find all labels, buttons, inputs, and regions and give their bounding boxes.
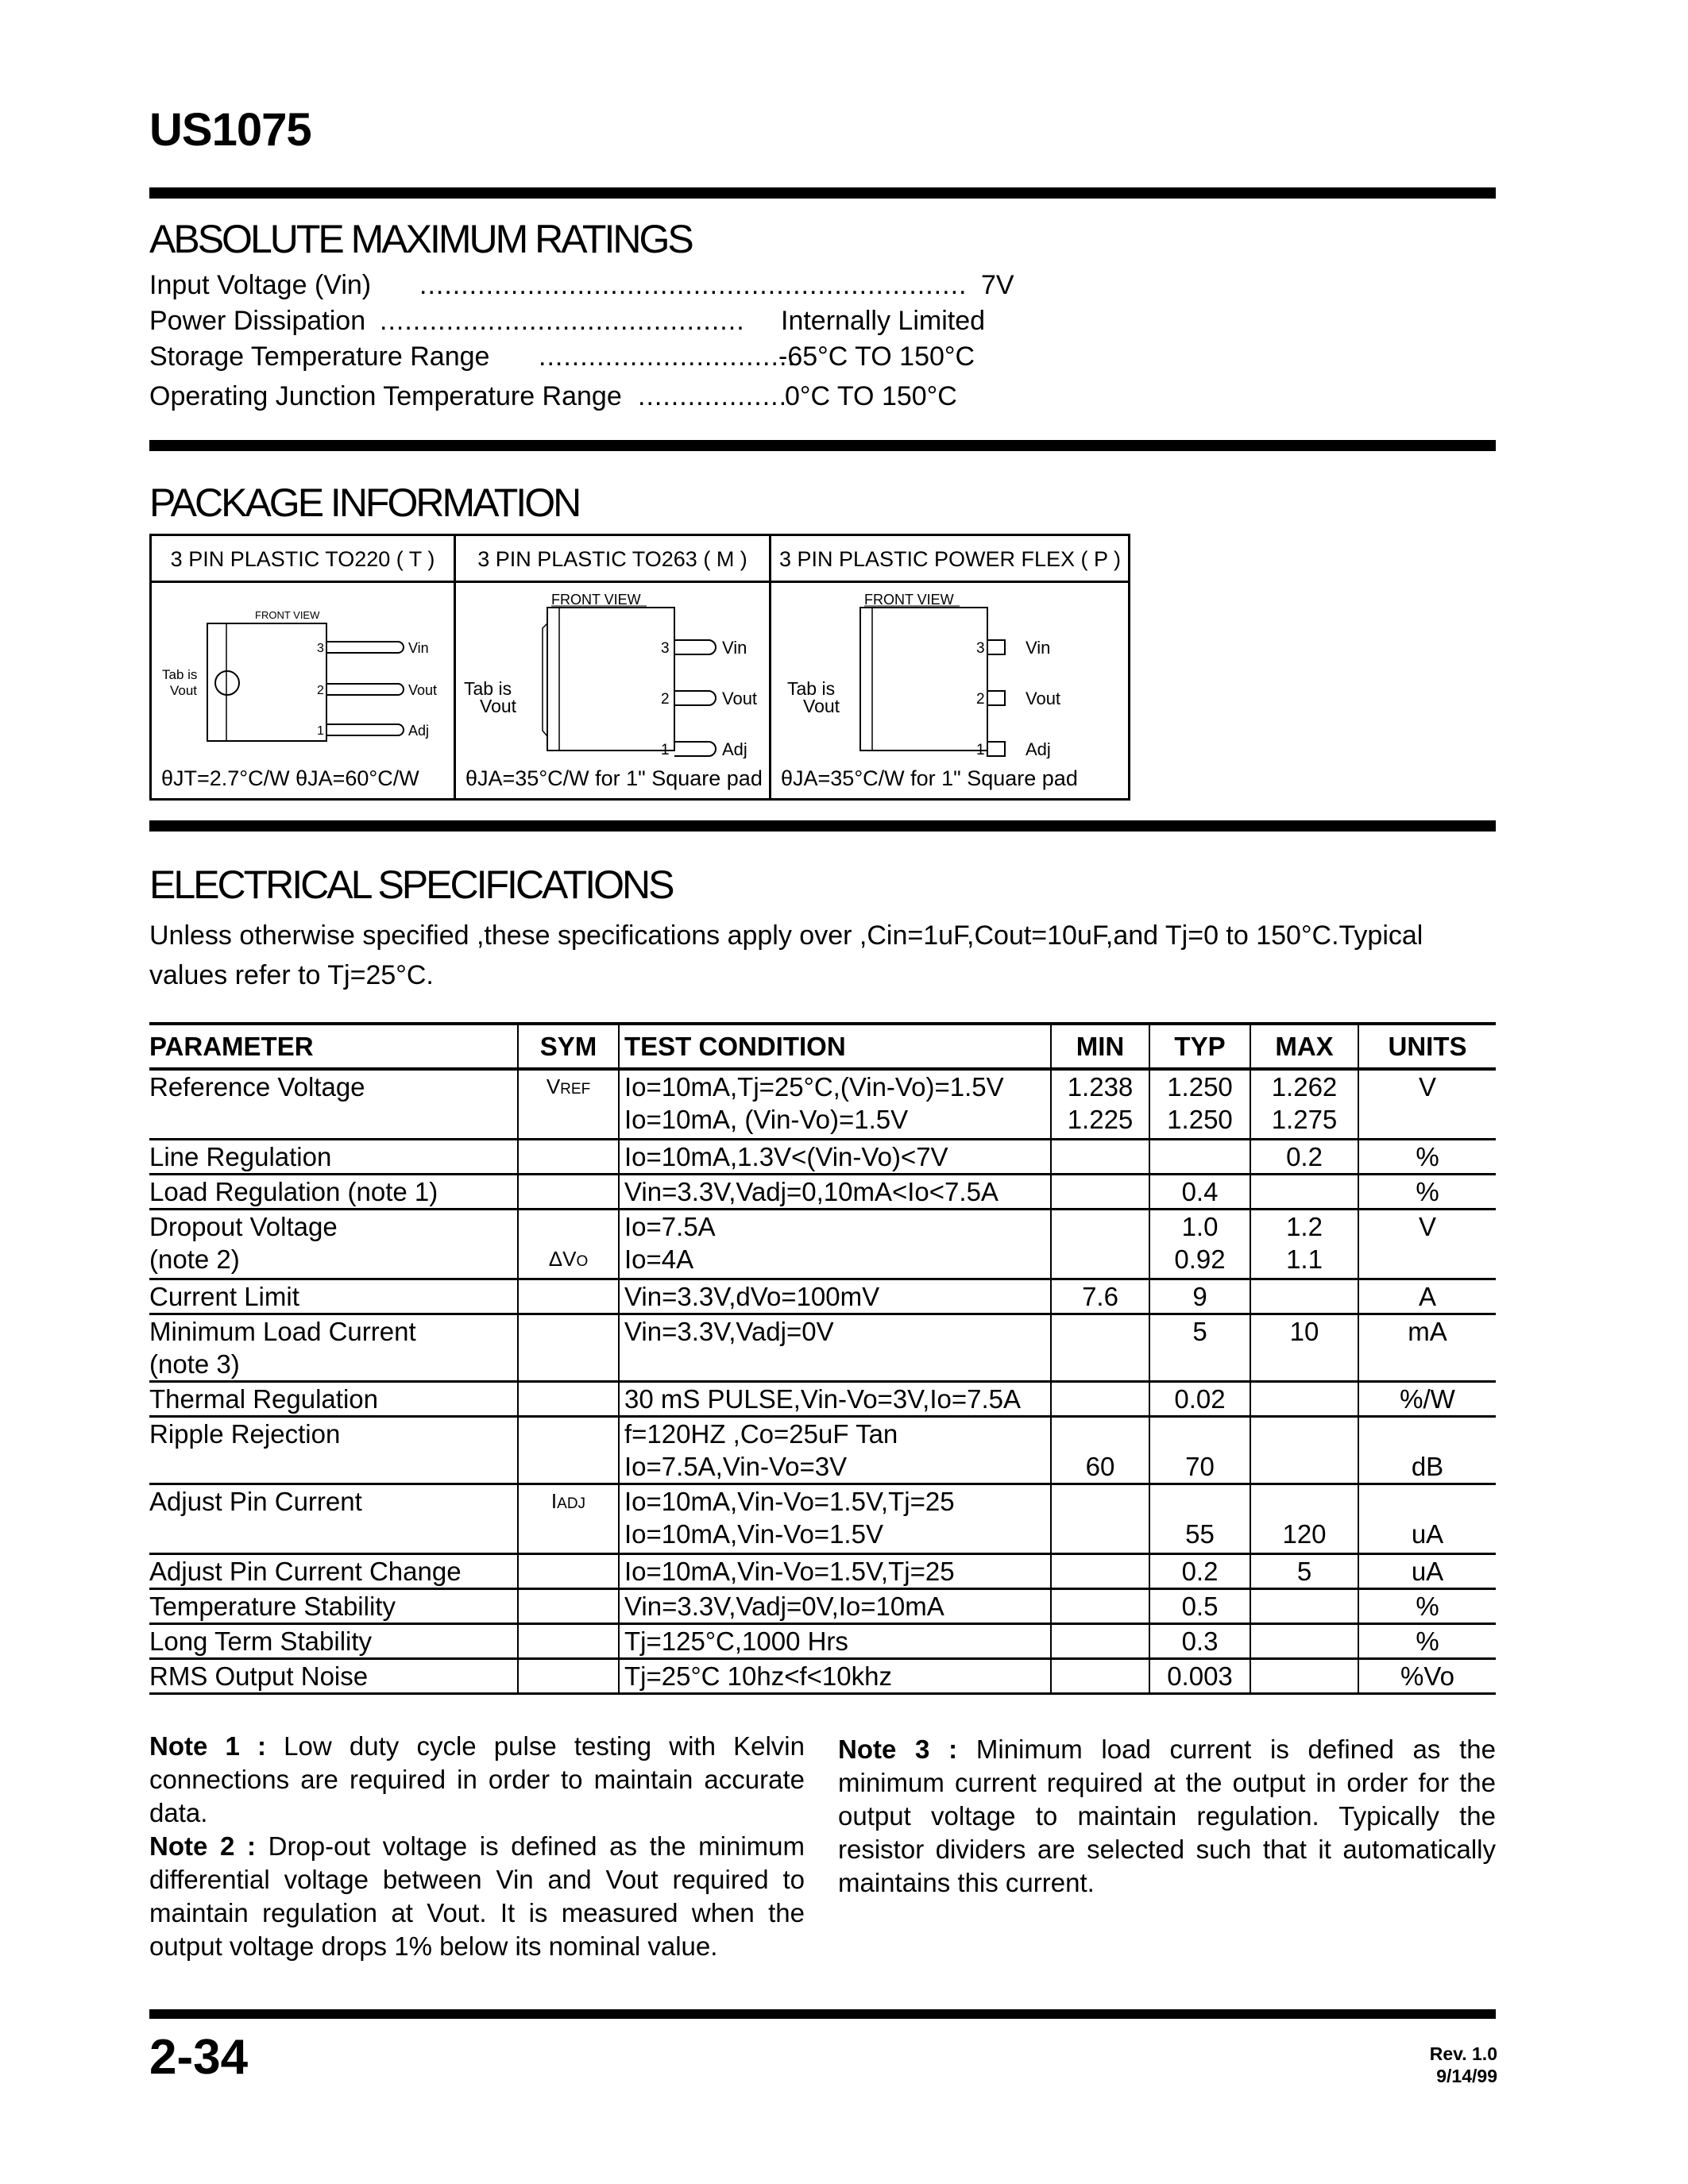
condition-cell: Vin=3.3V,Vadj=0,10mA<Io<7.5A	[619, 1175, 1051, 1210]
min-cell	[1051, 1589, 1149, 1624]
symbol-cell	[518, 1554, 619, 1589]
param-cell: Temperature Stability	[149, 1589, 518, 1624]
front-view-label: FRONT VIEW	[255, 609, 320, 621]
rating-row	[149, 381, 1103, 413]
pin-lead	[674, 640, 716, 654]
page-number: 2-34	[149, 2030, 249, 2085]
typ-cell: 70	[1149, 1417, 1250, 1484]
pin-number: 3	[317, 642, 324, 655]
pin-name: Vin	[722, 638, 747, 658]
note-text: Low duty cycle pulse testing with Kelvin connections are required in order to maintain accurate data.	[149, 1731, 805, 1827]
column-header: UNITS	[1358, 1024, 1496, 1069]
rating-leader-dots: ............................................	[380, 306, 745, 336]
typ-cell: 0.3	[1149, 1624, 1250, 1659]
pin-lead	[674, 691, 716, 705]
column-header: TYP	[1149, 1024, 1250, 1069]
param-cell: RMS Output Noise	[149, 1659, 518, 1694]
note-text: Drop-out voltage is defined as the minimum differential voltage between Vin and Vout required to maintain regulation at Vout. It is measured when the output voltage drops 1% below its nominal value.	[149, 1831, 805, 1961]
divider	[149, 2009, 1496, 2019]
condition-cell: Io=10mA,Tj=25°C,(Vin-Vo)=1.5V Io=10mA, (Vin-Vo)=1.5V	[619, 1069, 1051, 1140]
front-view-label: FRONT VIEW	[551, 592, 641, 608]
max-cell: 120	[1250, 1484, 1358, 1554]
min-cell	[1051, 1554, 1149, 1589]
param-cell: Adjust Pin Current	[149, 1484, 518, 1554]
max-cell: 10	[1250, 1314, 1358, 1382]
pin-name: Vout	[408, 682, 438, 698]
param-cell: Long Term Stability	[149, 1624, 518, 1659]
rating-label: Power Dissipation	[149, 306, 366, 336]
typ-cell: 0.003	[1149, 1659, 1250, 1694]
condition-cell: Vin=3.3V,Vadj=0V,Io=10mA	[619, 1589, 1051, 1624]
param-cell: Current Limit	[149, 1279, 518, 1314]
symbol-cell	[518, 1659, 619, 1694]
table-row	[149, 1210, 1496, 1279]
note-label: Note 2 :	[149, 1831, 256, 1861]
units-cell: dB	[1358, 1417, 1496, 1484]
max-cell	[1250, 1417, 1358, 1484]
package-body	[547, 608, 674, 751]
notes-left	[149, 1730, 805, 1963]
electrical-spec-table	[149, 1022, 1496, 1695]
pin-name: Vout	[722, 689, 758, 708]
param-cell: Thermal Regulation	[149, 1382, 518, 1417]
table-row	[149, 1175, 1496, 1210]
table-row	[149, 1417, 1496, 1484]
column-header: SYM	[518, 1024, 619, 1069]
rating-value: 0°C TO 150°C	[785, 381, 957, 411]
electrical-title: ELECTRICAL SPECIFICATIONS	[149, 862, 673, 907]
units-cell: uA	[1358, 1554, 1496, 1589]
pin-number: 1	[317, 724, 324, 738]
table-row	[149, 1069, 1496, 1140]
typ-cell	[1149, 1140, 1250, 1175]
condition-cell: Io=10mA,Vin-Vo=1.5V,Tj=25 Io=10mA,Vin-Vo=1.5V	[619, 1484, 1051, 1554]
pin-number: 2	[317, 684, 324, 697]
min-cell: 7.6	[1051, 1279, 1149, 1314]
condition-cell: f=120HZ ,Co=25uF Tan Io=7.5A,Vin-Vo=3V	[619, 1417, 1051, 1484]
rating-value: -65°C TO 150°C	[778, 341, 975, 372]
part-number-title: US1075	[149, 104, 311, 156]
divider	[149, 820, 1496, 832]
symbol-cell	[518, 1175, 619, 1210]
pin-name: Vin	[1026, 638, 1051, 658]
package-title: PACKAGE INFORMATION	[149, 480, 580, 525]
tab-label: Tab is	[162, 667, 198, 682]
condition-cell: Io=10mA,1.3V<(Vin-Vo)<7V	[619, 1140, 1051, 1175]
note-label: Note 1 :	[149, 1731, 267, 1761]
note-label: Note 3 :	[838, 1734, 958, 1764]
pin-lead	[674, 742, 716, 756]
intro-line: Unless otherwise specified ,these specifications apply over ,Cin=1uF,Cout=10uF,and Tj=0 to 150°C.Typical	[149, 920, 1423, 951]
symbol-cell	[518, 1140, 619, 1175]
tab-label: Vout	[480, 696, 517, 716]
rating-leader-dots: ..................................................................	[419, 270, 968, 300]
param-cell: Adjust Pin Current Change	[149, 1554, 518, 1589]
package-diagram	[152, 584, 454, 758]
rating-row	[149, 270, 1103, 302]
min-cell	[1051, 1140, 1149, 1175]
max-cell: 0.2	[1250, 1140, 1358, 1175]
package-thermal: θJA=35°C/W for 1" Square pad	[465, 766, 763, 790]
max-cell	[1250, 1624, 1358, 1659]
typ-cell: 5	[1149, 1314, 1250, 1382]
divider	[149, 187, 1496, 199]
tab-label: Vout	[803, 696, 840, 716]
tab-label: Vout	[170, 683, 198, 698]
symbol-cell	[518, 1314, 619, 1382]
typ-cell: 1.250 1.250	[1149, 1069, 1250, 1140]
rating-leader-dots: ...............................	[539, 341, 796, 372]
pin-lead	[326, 684, 404, 695]
symbol-cell	[518, 1279, 619, 1314]
pin-name: Adj	[408, 723, 430, 739]
min-cell: 1.238 1.225	[1051, 1069, 1149, 1140]
package-diagram	[456, 584, 769, 758]
symbol-cell	[518, 1417, 619, 1484]
typ-cell: 0.4	[1149, 1175, 1250, 1210]
condition-cell: Tj=25°C 10hz<f<10khz	[619, 1659, 1051, 1694]
param-cell: Line Regulation	[149, 1140, 518, 1175]
table-row	[149, 1659, 1496, 1694]
package-diagram	[771, 584, 1129, 758]
min-cell	[1051, 1314, 1149, 1382]
table-header-row	[149, 1024, 1496, 1069]
max-cell	[1250, 1589, 1358, 1624]
min-cell	[1051, 1382, 1149, 1417]
mounting-hole	[215, 671, 239, 695]
symbol-cell: IADJ	[518, 1484, 619, 1554]
min-cell	[1051, 1624, 1149, 1659]
intro-line: values refer to Tj=25°C.	[149, 960, 434, 990]
table-row	[149, 1484, 1496, 1554]
rating-row	[149, 306, 1103, 338]
units-cell: %	[1358, 1175, 1496, 1210]
symbol-cell	[518, 1382, 619, 1417]
rating-row	[149, 341, 1103, 373]
typ-cell: 0.02	[1149, 1382, 1250, 1417]
package-header: 3 PIN PLASTIC POWER FLEX ( P )	[778, 547, 1122, 571]
abs-max-title: ABSOLUTE MAXIMUM RATINGS	[149, 217, 692, 261]
condition-cell: Io=7.5A Io=4A	[619, 1210, 1051, 1279]
package-body	[860, 608, 987, 751]
symbol-cell: VREF	[518, 1069, 619, 1140]
pin-number: 3	[661, 640, 670, 657]
units-cell: %	[1358, 1589, 1496, 1624]
package-header: 3 PIN PLASTIC TO220 ( T )	[170, 547, 435, 571]
rating-label: Input Voltage (Vin)	[149, 270, 372, 300]
revision: Rev. 1.0	[1429, 2043, 1497, 2064]
typ-cell: 0.5	[1149, 1589, 1250, 1624]
condition-cell: 30 mS PULSE,Vin-Vo=3V,Io=7.5A	[619, 1382, 1051, 1417]
condition-cell: Vin=3.3V,dVo=100mV	[619, 1279, 1051, 1314]
package-header: 3 PIN PLASTIC TO263 ( M )	[477, 547, 747, 571]
units-cell: %	[1358, 1624, 1496, 1659]
column-header: PARAMETER	[149, 1024, 518, 1069]
package-body	[207, 623, 326, 741]
rating-label: Operating Junction Temperature Range	[149, 381, 622, 411]
units-cell: A	[1358, 1279, 1496, 1314]
package-thermal: θJT=2.7°C/W θJA=60°C/W	[161, 766, 419, 790]
pin-number: 3	[976, 640, 985, 657]
notes-right	[838, 1733, 1496, 1900]
rating-leader-dots: ..................	[638, 381, 788, 411]
table-row	[149, 1589, 1496, 1624]
max-cell	[1250, 1382, 1358, 1417]
column-header: MIN	[1051, 1024, 1149, 1069]
param-cell: Minimum Load Current (note 3)	[149, 1314, 518, 1382]
pin-lead	[326, 724, 404, 735]
column-header: MAX	[1250, 1024, 1358, 1069]
table-row	[149, 1624, 1496, 1659]
table-row	[149, 1140, 1496, 1175]
pin-lead	[987, 640, 1005, 654]
symbol-cell: ΔVO	[518, 1210, 619, 1279]
max-cell	[1250, 1659, 1358, 1694]
max-cell: 1.262 1.275	[1250, 1069, 1358, 1140]
min-cell	[1051, 1175, 1149, 1210]
tab-label: Tab is	[464, 678, 512, 699]
pin-name: Adj	[1026, 739, 1051, 758]
divider	[149, 440, 1496, 451]
table-row	[149, 1554, 1496, 1589]
revision-block	[1430, 2043, 1497, 2087]
table-row	[149, 1382, 1496, 1417]
param-cell: Ripple Rejection	[149, 1417, 518, 1484]
units-cell: %Vo	[1358, 1659, 1496, 1694]
max-cell	[1250, 1279, 1358, 1314]
condition-cell: Vin=3.3V,Vadj=0V	[619, 1314, 1051, 1382]
units-cell: mA	[1358, 1314, 1496, 1382]
rating-value: 7V	[981, 270, 1014, 300]
symbol-cell	[518, 1589, 619, 1624]
typ-cell: 55	[1149, 1484, 1250, 1554]
min-cell	[1051, 1659, 1149, 1694]
pin-number: 2	[976, 691, 985, 708]
pin-lead	[987, 691, 1005, 705]
column-header: TEST CONDITION	[619, 1024, 1051, 1069]
package-table	[149, 534, 1130, 801]
condition-cell: Io=10mA,Vin-Vo=1.5V,Tj=25	[619, 1554, 1051, 1589]
units-cell: V	[1358, 1210, 1496, 1279]
pin-name: Adj	[722, 739, 747, 758]
symbol-cell	[518, 1624, 619, 1659]
pin-number: 2	[661, 691, 670, 708]
electrical-intro	[149, 916, 1500, 995]
min-cell: 60	[1051, 1417, 1149, 1484]
typ-cell: 0.2	[1149, 1554, 1250, 1589]
param-cell: Reference Voltage	[149, 1069, 518, 1140]
rating-value: Internally Limited	[781, 306, 986, 336]
min-cell	[1051, 1484, 1149, 1554]
max-cell: 1.2 1.1	[1250, 1210, 1358, 1279]
pin-number: 1	[976, 742, 985, 758]
tab-label: Tab is	[787, 678, 836, 699]
revision-date: 9/14/99	[1436, 2066, 1497, 2086]
condition-cell: Tj=125°C,1000 Hrs	[619, 1624, 1051, 1659]
param-cell: Load Regulation (note 1)	[149, 1175, 518, 1210]
units-cell: %	[1358, 1140, 1496, 1175]
table-row	[149, 1314, 1496, 1382]
max-cell: 5	[1250, 1554, 1358, 1589]
units-cell: uA	[1358, 1484, 1496, 1554]
max-cell	[1250, 1175, 1358, 1210]
param-cell: Dropout Voltage (note 2)	[149, 1210, 518, 1279]
units-cell: V	[1358, 1069, 1496, 1140]
pin-number: 1	[661, 742, 670, 758]
pin-name: Vout	[1026, 689, 1061, 708]
typ-cell: 9	[1149, 1279, 1250, 1314]
note-text: Minimum load current is defined as the minimum current required at the output in order for the output voltage to maintain regulation. Typically the resistor dividers are selected such that it automatically maintains this current.	[838, 1734, 1497, 1897]
pin-lead	[326, 642, 404, 653]
pin-lead	[987, 742, 1005, 756]
pin-name: Vin	[408, 640, 429, 656]
typ-cell: 1.0 0.92	[1149, 1210, 1250, 1279]
package-thermal: θJA=35°C/W for 1" Square pad	[781, 766, 1078, 790]
front-view-label: FRONT VIEW	[864, 592, 954, 608]
units-cell: %/W	[1358, 1382, 1496, 1417]
rating-label: Storage Temperature Range	[149, 341, 490, 372]
min-cell	[1051, 1210, 1149, 1279]
table-row	[149, 1279, 1496, 1314]
